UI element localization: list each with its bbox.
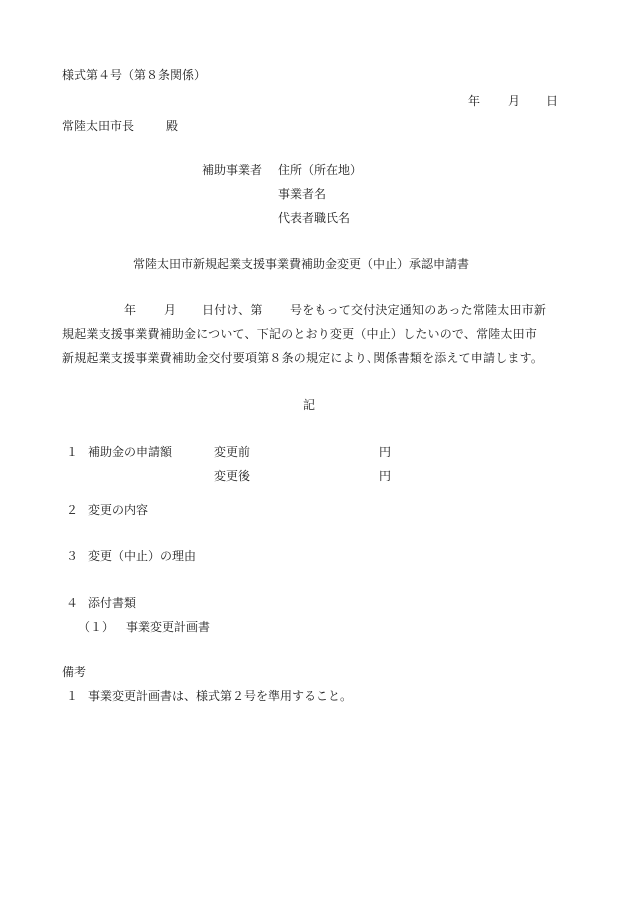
body-year: 年 bbox=[124, 303, 137, 317]
date-day: 日 bbox=[546, 94, 559, 108]
item1-before-unit: 円 bbox=[379, 445, 392, 459]
item4-sub-number: （１） bbox=[78, 620, 115, 634]
item4-sub-label: 事業変更計画書 bbox=[126, 620, 211, 634]
date-month: 月 bbox=[508, 94, 521, 108]
item1-after-label: 変更後 bbox=[214, 469, 251, 483]
remarks-heading: 備考 bbox=[62, 665, 87, 679]
business-name-label: 事業者名 bbox=[278, 187, 327, 201]
addressee-honorific: 殿 bbox=[166, 119, 179, 133]
item1-number: １ bbox=[66, 445, 79, 459]
addressee-name: 常陸太田市長 bbox=[62, 119, 135, 133]
document-title: 常陸太田市新規起業支援事業費補助金変更（中止）承認申請書 bbox=[133, 257, 470, 271]
body-number-text: 号をもって交付決定通知のあった常陸太田市新 bbox=[290, 303, 547, 317]
item4-label: 添付書類 bbox=[88, 596, 137, 610]
ki-heading: 記 bbox=[303, 398, 316, 412]
body-month: 月 bbox=[164, 303, 177, 317]
remarks-note-text: 事業変更計画書は、様式第２号を準用すること。 bbox=[88, 689, 353, 703]
item1-before-label: 変更前 bbox=[214, 445, 251, 459]
applicant-heading: 補助事業者 bbox=[202, 163, 263, 177]
body-line-3: 新規起業支援事業費補助金交付要項第８条の規定により､関係書類を添えて申請します。 bbox=[62, 351, 544, 365]
representative-label: 代表者職氏名 bbox=[278, 211, 351, 225]
item2-number: ２ bbox=[66, 503, 79, 517]
remarks-note-number: １ bbox=[66, 689, 79, 703]
item1-label: 補助金の申請額 bbox=[88, 445, 173, 459]
address-label: 住所（所在地） bbox=[278, 163, 363, 177]
item4-number: ４ bbox=[66, 596, 79, 610]
body-line-2: 規起業支援事業費補助金について、下記のとおり変更（中止）したいので、常陸太田市 bbox=[62, 327, 538, 341]
body-date-suffix: 日付け、第 bbox=[202, 303, 263, 317]
item3-label: 変更（中止）の理由 bbox=[88, 549, 197, 563]
form-label: 様式第４号（第８条関係） bbox=[62, 68, 207, 82]
item3-number: ３ bbox=[66, 549, 79, 563]
item2-label: 変更の内容 bbox=[88, 503, 149, 517]
date-year: 年 bbox=[468, 94, 481, 108]
item1-after-unit: 円 bbox=[379, 469, 392, 483]
